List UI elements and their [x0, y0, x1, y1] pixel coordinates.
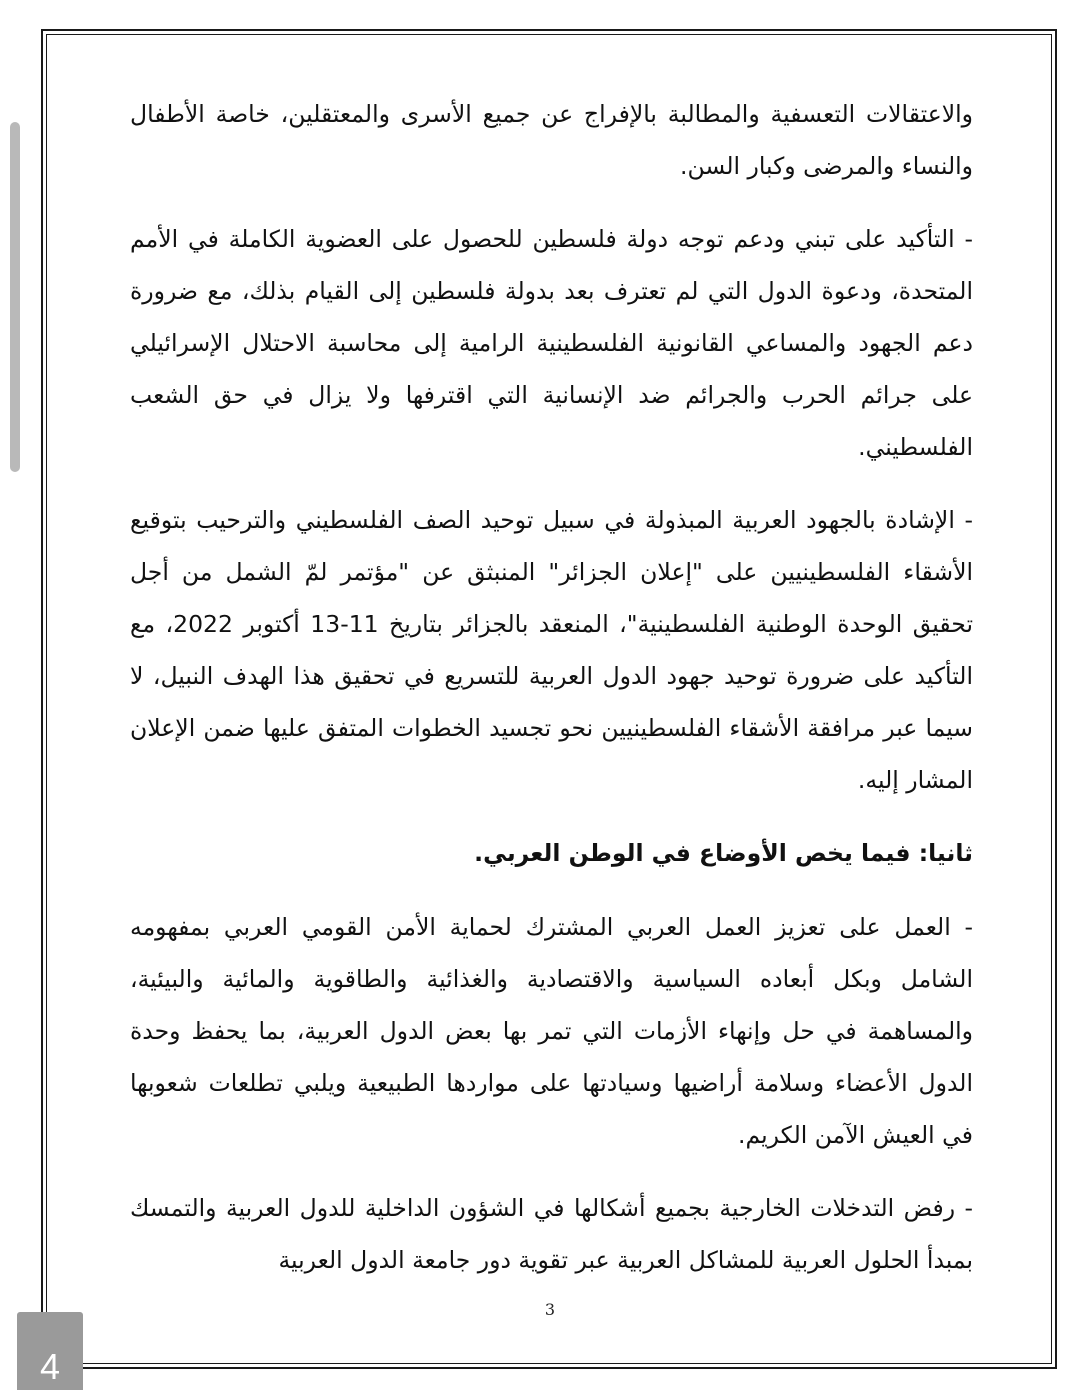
paragraph-prisoners: والاعتقالات التعسفية والمطالبة بالإفراج عن جميع الأسرى والمعتقلين، خاصة الأطفال والنساء والمرضى وكبار السن. — [130, 100, 973, 180]
vertical-scrollbar[interactable] — [10, 122, 20, 472]
viewer-page-badge-label: 4 — [39, 1346, 61, 1387]
section-heading: ثانيا: فيما يخص الأوضاع في الوطن العربي. — [474, 839, 973, 867]
viewer-page-badge — [17, 1312, 83, 1390]
page-number: 3 — [544, 1300, 556, 1319]
document-body — [130, 88, 973, 1307]
paragraph-algiers-declaration: - الإشادة بالجهود العربية المبذولة في سبيل توحيد الصف الفلسطيني والترحيب بتوقيع الأشقاء الفلسطينيين على "إعلان الجزائر" المنبثق عن "مؤتمر لمّ الشمل من أجل تحقيق الوحدة الوطنية الفلسطينية"، المنعقد بالجزائر بتاريخ 11-13 أكتوبر 2022، مع التأكيد على ضرورة توحيد جهود الدول العربية للتسريع في تحقيق هذا الهدف النبيل، لا سيما عبر مرافقة الأشقاء الفلسطينيين نحو تجسيد الخطوات المتفق عليها ضمن الإعلان المشار إليه. — [130, 506, 973, 794]
paragraph-foreign-interference: - رفض التدخلات الخارجية بجميع أشكالها في الشؤون الداخلية للدول العربية والتمسك بمبدأ الحلول العربية للمشاكل العربية عبر تقوية دور جامعة الدول العربية — [130, 1194, 973, 1274]
paragraph-un-membership: - التأكيد على تبني ودعم توجه دولة فلسطين للحصول على العضوية الكاملة في الأمم المتحدة، ودعوة الدول التي لم تعترف بعد بدولة فلسطين إلى القيام بذلك، مع ضرورة دعم الجهود والمساعي القانونية الفلسطينية الرامية إلى محاسبة الاحتلال الإسرائيلي على جرائم الحرب والجرائم ضد الإنسانية التي اقترفها ولا يزال في حق الشعب الفلسطيني. — [130, 225, 973, 461]
paragraph-arab-security: - العمل على تعزيز العمل العربي المشترك لحماية الأمن القومي العربي بمفهومه الشامل وبكل أبعاده السياسية والاقتصادية والغذائية والطاقوية والمائية والبيئية، والمساهمة في حل وإنهاء الأزمات التي تمر بها بعض الدول العربية، بما يحفظ وحدة الدول الأعضاء وسلامة أراضيها وسيادتها على مواردها الطبيعية ويلبي تطلعات شعوبها في العيش الآمن الكريم. — [130, 913, 973, 1149]
